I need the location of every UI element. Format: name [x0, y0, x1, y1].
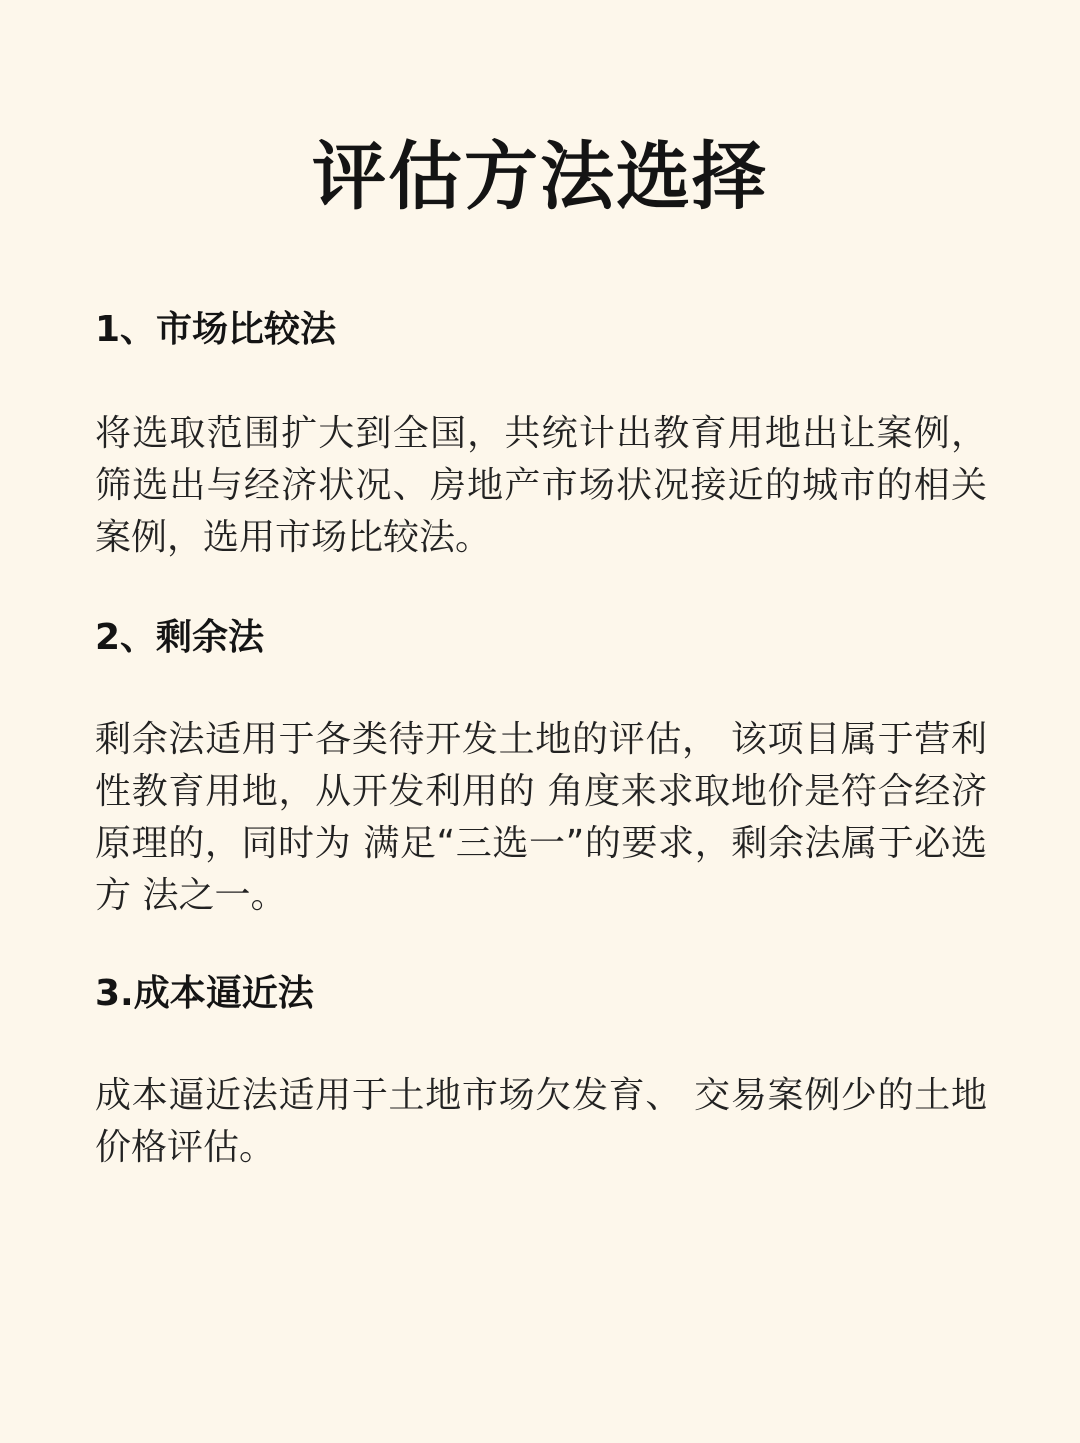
article-content: [95, 300, 987, 1174]
section-heading: 2、剩余法: [95, 617, 265, 658]
page-title: 评估方法选择: [312, 133, 768, 220]
section-cost-approach: [95, 964, 987, 1174]
section-body: 剩余法适用于各类待开发土地的评估， 该项目属于营利性教育用地，从开发利用的 角度来求取地价是符合经济原理的，同时为 满足“三选一”的要求，剩余法属于必选方 法之一。: [95, 719, 987, 916]
section-body: 成本逼近法适用于土地市场欠发育、 交易案例少的土地价格评估。: [95, 1075, 987, 1168]
section-heading: 3.成本逼近法: [95, 973, 314, 1014]
section-heading: 1、市场比较法: [95, 309, 337, 350]
section-market-comparison: [95, 300, 987, 564]
section-residual-method: [95, 608, 987, 922]
section-body: 将选取范围扩大到全国，共统计出教育用地出让案例，筛选出与经济状况、房地产市场状况接近的城市的相关案例，选用市场比较法。: [95, 413, 987, 558]
